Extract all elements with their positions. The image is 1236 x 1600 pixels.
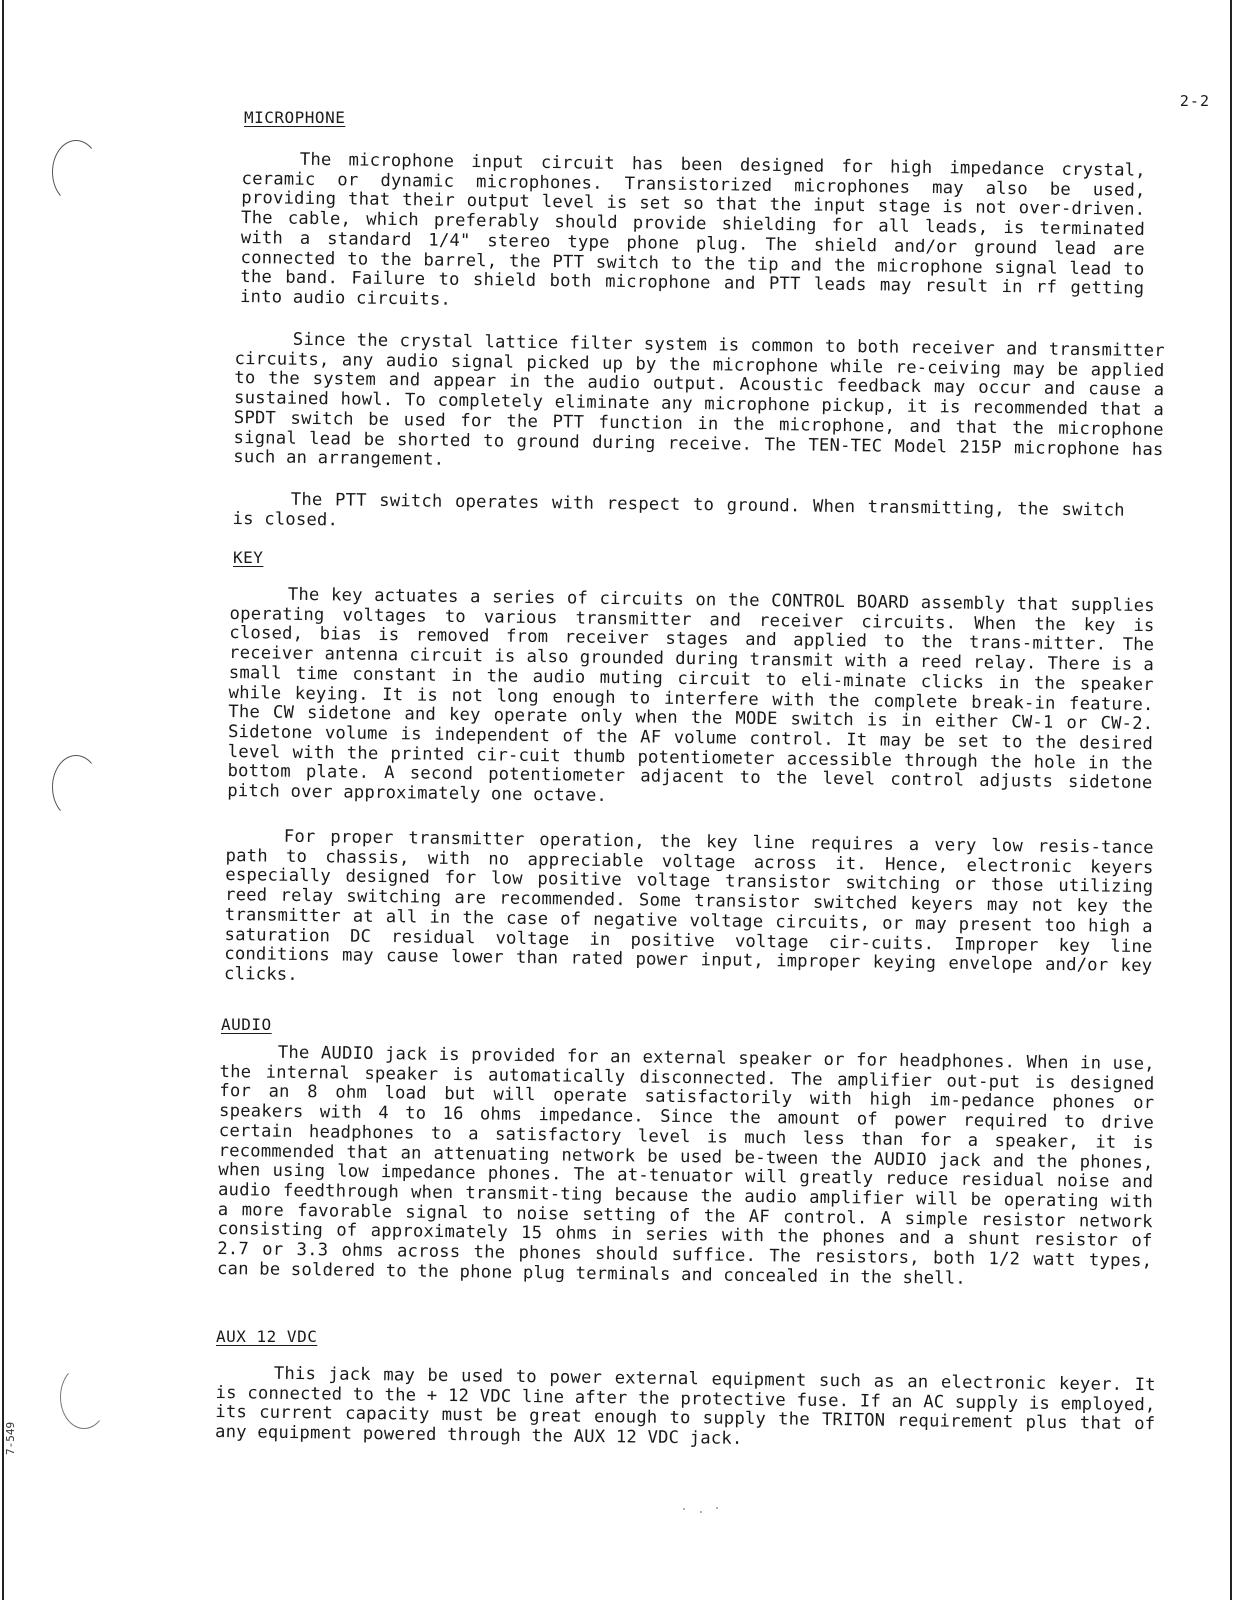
section-heading-audio: AUDIO (221, 1015, 272, 1034)
page-number: 2-2 (1179, 92, 1210, 110)
margin-code: 7-549 (4, 1421, 17, 1455)
scan-speck (700, 1511, 702, 1513)
scan-speck (683, 1508, 685, 1510)
paragraph-key-1: The key actuates a series of circuits on the CONTROL BOARD assembly that supplies operating voltages to various transmitter and receiver circuits. When the key is closed, bias is removed from receiver stages and applied to the trans-mitter. The receiver antenna circuit is also grounded during transmit with a reed relay. There is a small time constant in the audio muting circuit to eli-minate clicks in the speaker while keying. It is not long enough to interfere with the complete break-in feature. The CW sidetone and key operate only when the MODE switch is in either CW-1 or CW-2. Sidetone volume is independent of the AF volume control. It may be set to the desired level with the printed cir-cuit thumb potentiometer accessible through the hole in the bottom plate. A second potentiometer adjacent to the level control adjusts sidetone pitch over approximately one octave. (227, 584, 1155, 806)
section-heading-aux-12-vdc: AUX 12 VDC (216, 1327, 318, 1346)
scan-speck (716, 1507, 718, 1509)
paragraph-microphone-2: Since the crystal lattice filter system is common to both receiver and transmitter circuits, any audio signal picked up by the microphone while re-ceiving may be applied to the system and appear in the audio output. Acoustic feedback may occur and cause a sustained howl. To completely eliminate any microphone pickup, it is recommended that a SPDT switch be used for the PTT function in the microphone, and that the microphone signal lead be shorted to ground during receive. The TEN-TEC Model 215P microphone has such an arrangement. (233, 329, 1165, 470)
punch-hole-top (52, 140, 100, 204)
scan-left-edge (2, 0, 4, 1600)
punch-hole-bottom (60, 1365, 108, 1429)
paragraph-microphone-1: The microphone input circuit has been designed for high impedance crystal, ceramic or dynamic microphones. Transistorized microphones may also be used, providing that their output level is set so that the input stage is not over-driven. The cable, which preferably should provide shielding for all leads, is terminated with a standard 1/4" stereo type phone plug. The shield and/or ground lead are connected to the barrel, the PTT switch to the tip and the microphone signal lead to the band. Failure to shield both microphone and PTT leads may result in rf getting into audio circuits. (239, 149, 1146, 310)
section-heading-key: KEY (233, 548, 264, 567)
paragraph-aux-12-vdc-1: This jack may be used to power external equipment such as an electronic keyer. It is connected to the + 12 VDC line after the protective fuse. If an AC supply is employed, its current capacity must be great enough to supply the TRITON requirement plus that of any equipment powered through the AUX 12 VDC jack. (214, 1363, 1156, 1450)
paragraph-microphone-3: The PTT switch operates with respect to ground. When transmitting, the switch is closed. (232, 489, 1125, 531)
scan-right-edge (1230, 0, 1232, 1600)
section-heading-microphone: MICROPHONE (244, 108, 346, 127)
punch-hole-middle (52, 755, 100, 819)
paragraph-audio-1: The AUDIO jack is provided for an external speaker or for headphones. When in use, the internal speaker is automatically disconnected. The amplifier out-put is designed for an 8 ohm load but will operate satisfactorily with high im-pedance phones or speakers with 4 to 16 ohms impedance. Since the amount of power required to drive certain headphones to a satisfactory level is much less than for a speaker, it is recommended that an attenuating network be used be-tween the AUDIO jack and the phones, when using low impedance phones. The at-tenuator will greatly reduce residual noise and audio feedthrough when transmit-ting because the audio amplifier will be operating with a more favorable signal to noise setting of the AF control. A simple resistor network consisting of approximately 15 ohms in series with the phones and a shunt resistor of 2.7 or 3.3 ohms across the phones should suffice. The resistors, both 1/2 watt types, can be soldered to the phone plug terminals and concealed in the shell. (216, 1042, 1155, 1289)
paragraph-key-2: For proper transmitter operation, the key line requires a very low resis-tance path to chassis, with no appreciable voltage across it. Hence, electronic keyers especially designed for low positive voltage transistor switching or those utilizing reed relay switching are recommended. Some transistor switched keyers may not key the transmitter at all in the case of negative voltage circuits, or may present too high a saturation DC residual voltage in positive voltage cir-cuits. Improper key line conditions may cause lower than rated power input, improper keying envelope and/or key clicks. (223, 826, 1154, 985)
